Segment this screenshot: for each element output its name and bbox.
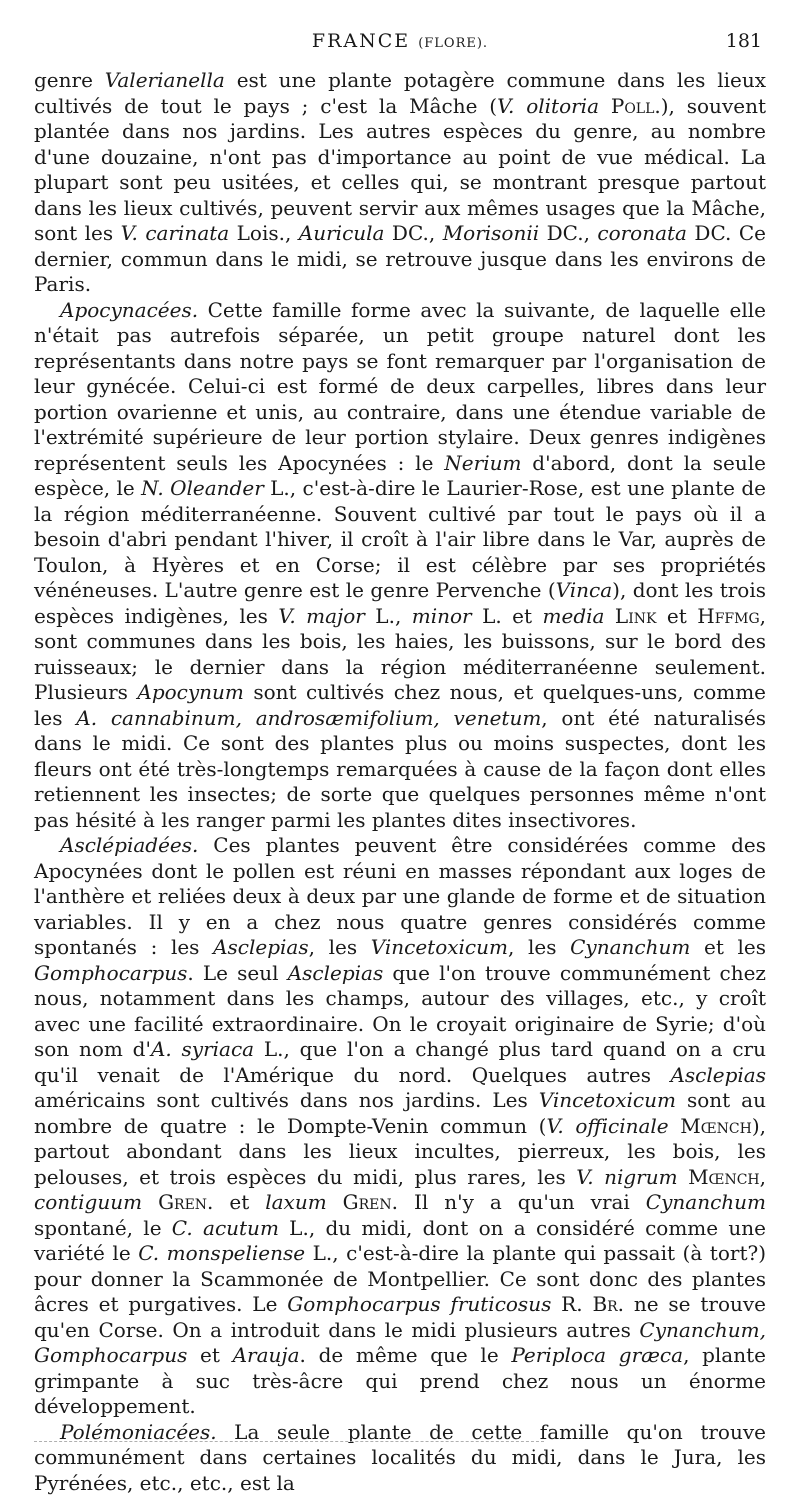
italic-run: coronata bbox=[597, 221, 687, 245]
body-text bbox=[34, 68, 766, 1496]
italic-run: Auricula bbox=[299, 221, 385, 245]
text-run: d'abord, dont la seule espèce, le bbox=[34, 451, 766, 501]
text-run bbox=[678, 1165, 689, 1189]
italic-run: A. syriaca bbox=[151, 1037, 254, 1061]
italic-run: Asclépiadées. bbox=[60, 833, 198, 857]
text-run: ), partout abondant dans les lieux incultes, pierreux, les bois, les pelouses, et trois espèces du midi, plus rares, les bbox=[34, 1114, 766, 1189]
header-title-sub: (FLORE). bbox=[418, 36, 488, 51]
text-run: spontané, le bbox=[34, 1216, 172, 1240]
running-header bbox=[34, 30, 766, 60]
italic-run: C. monspeliense bbox=[138, 1241, 305, 1265]
book-page bbox=[34, 30, 766, 1496]
text-run: , sont communes dans les bois, les haies, les buissons, sur le bord des ruisseaux; le dernier dans la région méditerranéenne seulement. Plusieurs bbox=[34, 604, 766, 705]
text-run: , les bbox=[508, 935, 570, 959]
text-run: La seule plante de cette famille qu'on trouve communément dans certaines localités du midi, dans le Jura, les Pyrénées, etc., etc., est la bbox=[34, 1420, 766, 1495]
text-run: R. bbox=[551, 1292, 592, 1316]
italic-run: A. cannabinum, androsæmifolium, venetum bbox=[76, 706, 541, 730]
italic-run: Gomphocarpus fruticosus bbox=[287, 1292, 551, 1316]
text-run: sont cultivés chez nous, et quelques-uns, comme les bbox=[34, 680, 766, 730]
italic-run: Cynanchum bbox=[646, 1190, 766, 1214]
text-run: L., que l'on a changé plus tard quand on a cru qu'il venait de l'Amérique du nord. Quelques autres bbox=[34, 1037, 766, 1087]
italic-run: Polémoniacées. bbox=[60, 1420, 217, 1444]
text-run: genre bbox=[34, 68, 105, 92]
text-run: ), souvent plantée dans nos jardins. Les autres espèces du genre, au nombre d'une douzaine, n'ont pas d'importance au point de vue médical. La plupart sont peu usitées, et celles qui, se montrant presque partout dans les lieux cultivés, peuvent servir aux mêmes usages que la Mâche, sont les bbox=[34, 94, 766, 246]
italic-run: Nerium bbox=[444, 451, 521, 475]
text-run: L. et bbox=[472, 604, 543, 628]
text-run bbox=[327, 1190, 343, 1214]
italic-run: V. olitoria bbox=[497, 94, 599, 118]
italic-run: Apocynum bbox=[137, 680, 244, 704]
italic-run: V. officinale bbox=[546, 1114, 668, 1138]
italic-run: Asclepias bbox=[213, 935, 309, 959]
text-run: Ces plantes peuvent être considérées comme des Apocynées dont le pollen est réuni en masses répondant aux loges de l'anthère et reliées deux à deux par une glande de forme et de situation variables. Il y en a chez nous quatre genres considérés comme spontanés : les bbox=[34, 833, 766, 959]
italic-run: Cynanchum, Gomphocarpus bbox=[34, 1318, 766, 1368]
text-run: . de même que le bbox=[300, 1343, 512, 1367]
small-caps-run: Poll. bbox=[611, 94, 661, 118]
text-run bbox=[604, 604, 614, 628]
text-run: , les bbox=[309, 935, 371, 959]
text-run: Cette famille forme avec la suivante, de laquelle elle n'était pas autrefois séparée, un petit groupe naturel dont les représentants dans notre pays se font remarquer par l'organisation de leur gynécée. Celui-ci est formé de deux carpelles, libres dans leur portion ovarienne et unis, au contraire, dans une étendue variable de l'extrémité supérieure de leur portion stylaire. Deux genres indigènes représentent seuls les Apocynées : le bbox=[34, 298, 766, 475]
text-run: ), dont les trois espèces indigènes, les bbox=[34, 578, 766, 628]
italic-run: Gomphocarpus bbox=[34, 961, 187, 985]
text-run: , bbox=[760, 1165, 766, 1189]
text-run: est une plante potagère commune dans les lieux cultivés de tout le pays ; c'est la Mâche ( bbox=[34, 68, 766, 118]
italic-run: laxum bbox=[265, 1190, 326, 1214]
text-run: que l'on trouve communément chez nous, notamment dans les champs, autour des villages, etc., y croît avec une facilité extraordinaire. On le croyait originaire de Syrie; d'où son nom d' bbox=[34, 961, 766, 1062]
italic-run: N. Oleander bbox=[141, 476, 264, 500]
paragraph bbox=[34, 68, 766, 298]
text-run: sont au nombre de quatre : le Dompte-Venin commun ( bbox=[34, 1088, 766, 1138]
text-run: DC., bbox=[384, 221, 442, 245]
italic-run: Vincetoxicum bbox=[371, 935, 508, 959]
italic-run: media bbox=[543, 604, 605, 628]
text-run: Il n'y a qu'un vrai bbox=[398, 1190, 646, 1214]
text-run: L., c'est-à-dire le Laurier-Rose, est une plante de la région méditerranéenne. Souvent cultivé par tout le pays où il a besoin d'abri pendant l'hiver, il croît à l'air libre dans le Var, auprès de Toulon, à Hyères et en Corse; il est célèbre par ses propriétés vénéneuses. L'autre genre est le genre Pervenche ( bbox=[34, 476, 766, 602]
text-run: DC., bbox=[539, 221, 597, 245]
italic-run: Asclepias bbox=[670, 1063, 766, 1087]
small-caps-run: Br. bbox=[592, 1292, 624, 1316]
italic-run: Morisonii bbox=[443, 221, 539, 245]
text-run: L., du midi, dont on a considéré comme une variété le bbox=[34, 1216, 766, 1266]
italic-run: Periploca græca bbox=[511, 1343, 683, 1367]
italic-run: minor bbox=[412, 604, 472, 628]
header-title bbox=[34, 30, 766, 52]
text-run: et bbox=[656, 604, 697, 628]
text-run: DC. Ce dernier, commun dans le midi, se retrouve jusque dans les environs de Paris. bbox=[34, 221, 766, 296]
italic-run: Vincetoxicum bbox=[539, 1088, 676, 1112]
italic-run: C. acutum bbox=[172, 1216, 279, 1240]
text-run: et bbox=[213, 1190, 265, 1214]
text-run: L., c'est-à-dire la plante qui passait (à tort?) pour donner la Scammonée de Montpellier. Ce sont donc des plantes âcres et purgatives. Le bbox=[34, 1241, 766, 1316]
italic-run: V. nigrum bbox=[576, 1165, 677, 1189]
text-run bbox=[669, 1114, 681, 1138]
small-caps-run: Hffmg bbox=[697, 604, 759, 628]
text-run: ne se trouve qu'en Corse. On a introduit dans le midi plusieurs autres bbox=[34, 1292, 766, 1342]
small-caps-run: Mœnch bbox=[680, 1114, 752, 1138]
italic-run: V. carinata bbox=[121, 221, 230, 245]
text-run: . Le seul bbox=[187, 961, 287, 985]
text-run: L., bbox=[365, 604, 412, 628]
italic-run: contiguum bbox=[34, 1190, 142, 1214]
italic-run: Vinca bbox=[556, 578, 613, 602]
small-caps-run: Gren. bbox=[343, 1190, 398, 1214]
italic-run: Cynanchum bbox=[570, 935, 690, 959]
text-run: , ont été naturalisés dans le midi. Ce sont des plantes plus ou moins suspectes, dont les fleurs ont été très-longtemps remarquées à cause de la façon dont elles retiennent les insectes; de sorte que quelques personnes même n'ont pas hésité à les ranger parmi les plantes dites insectivores. bbox=[34, 706, 766, 832]
page-number: 181 bbox=[726, 30, 762, 52]
italic-run: Asclepias bbox=[288, 961, 384, 985]
header-title-main: FRANCE bbox=[312, 30, 410, 52]
paragraph bbox=[34, 298, 766, 834]
text-run bbox=[599, 94, 611, 118]
text-run: Lois., bbox=[229, 221, 299, 245]
text-run: et bbox=[187, 1343, 232, 1367]
italic-run: V. major bbox=[278, 604, 364, 628]
paragraph bbox=[34, 1420, 766, 1496]
italic-run: Arauja bbox=[233, 1343, 300, 1367]
text-run bbox=[142, 1190, 158, 1214]
footer-rule bbox=[34, 1441, 544, 1442]
small-caps-run: Link bbox=[615, 604, 657, 628]
italic-run: Valerianella bbox=[105, 68, 225, 92]
paragraph bbox=[34, 833, 766, 1420]
small-caps-run: Mœnch bbox=[688, 1165, 760, 1189]
text-run: , plante grimpante à suc très-âcre qui prend chez nous un énorme développement. bbox=[34, 1343, 766, 1418]
text-run: américains sont cultivés dans nos jardins. Les bbox=[34, 1088, 539, 1112]
text-run: et les bbox=[690, 935, 766, 959]
small-caps-run: Gren. bbox=[158, 1190, 213, 1214]
italic-run: Apocynacées. bbox=[60, 298, 198, 322]
